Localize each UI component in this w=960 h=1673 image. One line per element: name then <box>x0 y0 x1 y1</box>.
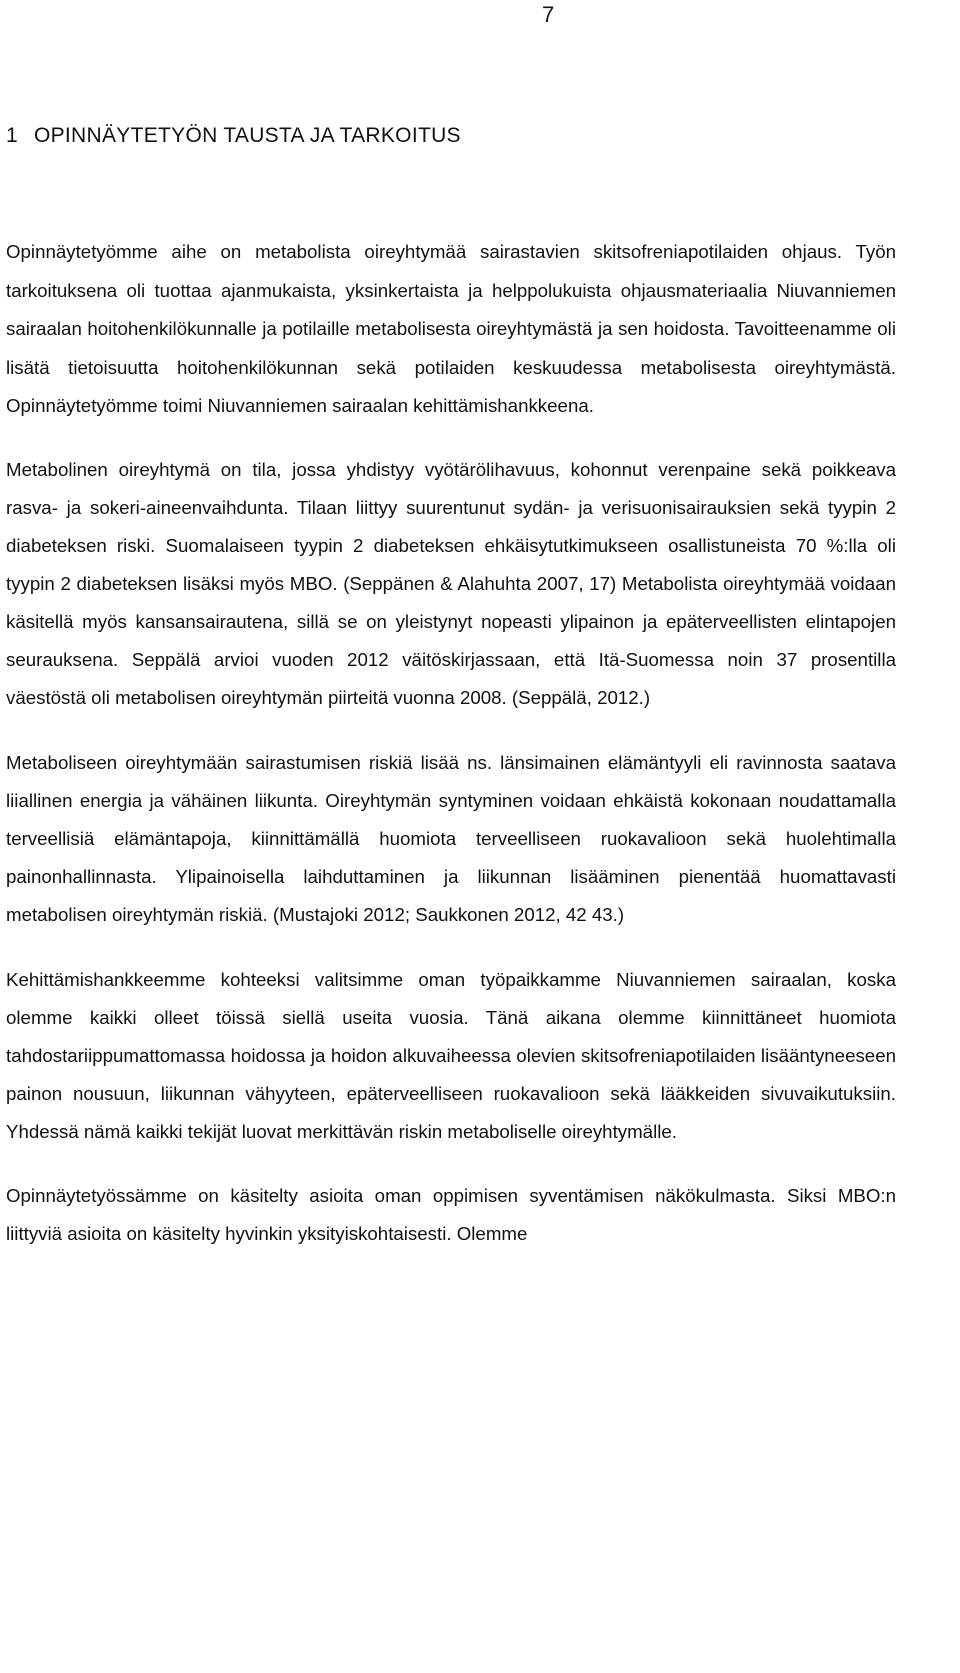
page-number: 7 <box>542 2 555 27</box>
paragraph-risk-factors: Metaboliseen oireyhtymään sairastumisen riskiä lisää ns. länsimainen elämäntyyli eli ravinnosta saatava liiallinen energia ja vähäinen liikunta. Oireyhtymän syntyminen voidaan ehkäistä kokonaan noudattamalla terveellisiä elämäntapoja, kiinnittämällä huomiota terveelliseen ruokavalioon sekä huolehtimalla painonhallinnasta. Ylipainoisella laihduttaminen ja liikunnan lisääminen pienentää huomattavasti metabolisen oireyhtymän riskiä. (Mustajoki 2012; Saukkonen 2012, 42 43.) <box>6 751 896 925</box>
section-heading <box>6 122 461 150</box>
body-text <box>6 233 896 1253</box>
paragraph-metabolic-syndrome: Metabolinen oireyhtymä on tila, jossa yhdistyy vyötärölihavuus, kohonnut verenpaine sekä poikkeava rasva- ja sokeri-aineenvaihdunta. Tilaan liittyy suurentunut sydän- ja verisuonisairauksien sekä tyypin 2 diabeteksen riski. Suomalaiseen tyypin 2 diabeteksen ehkäisytutkimukseen osallistuneista 70 %:lla oli tyypin 2 diabeteksen lisäksi myös MBO. (Seppänen & Alahuhta 2007, 17) Metabolista oireyhtymää voidaan käsitellä myös kansansairautena, sillä se on yleistynyt nopeasti ylipainon ja epäterveellisten elintapojen seurauksena. Seppälä arvioi vuoden 2012 väitöskirjassaan, että Itä-Suomessa noin 37 prosentilla väestöstä oli metabolisen oireyhtymän piirteitä vuonna 2008. (Seppälä, 2012.) <box>6 458 896 708</box>
paragraph-learning: Opinnäytetyössämme on käsitelty asioita oman oppimisen syventämisen näkökulmasta. Siksi MBO:n liittyviä asioita on käsitelty hyvinkin yksityiskohtaisesti. Olemme <box>6 1184 896 1244</box>
paragraph-purpose: Opinnäytetyömme aihe on metabolista oireyhtymää sairastavien skitsofreniapotilaiden ohjaus. Työn tarkoituksena oli tuottaa ajanmukaista, yksinkertaista ja helppolukuista ohjausmateriaalia Niuvanniemen sairaalan hoitohenkilökunnalle ja potilaille metabolisesta oireyhtymästä ja sen hoidosta. Tavoitteenamme oli lisätä tietoisuutta hoitohenkilökunnan sekä potilaiden keskuudessa metabolisesta oireyhtymästä. Opinnäytetyömme toimi Niuvanniemen sairaalan kehittämishankkeena. <box>6 241 896 417</box>
paragraph-development-project: Kehittämishankkeemme kohteeksi valitsimme oman työpaikkamme Niuvanniemen sairaalan, koska olemme kaikki olleet töissä siellä useita vuosia. Tänä aikana olemme kiinnittäneet huomiota tahdostariippumattomassa hoidossa ja hoidon alkuvaiheessa olevien skitsofreniapotilaiden lisääntyneeseen painon nousuun, liikunnan vähyyteen, epäterveelliseen ruokavalioon sekä lääkkeiden sivuvaikutuksiin. Yhdessä nämä kaikki tekijät luovat merkittävän riskin metaboliselle oireyhtymälle. <box>6 968 896 1142</box>
section-title: OPINNÄYTETYÖN TAUSTA JA TARKOITUS <box>33 124 461 147</box>
section-number: 1 <box>6 124 18 147</box>
